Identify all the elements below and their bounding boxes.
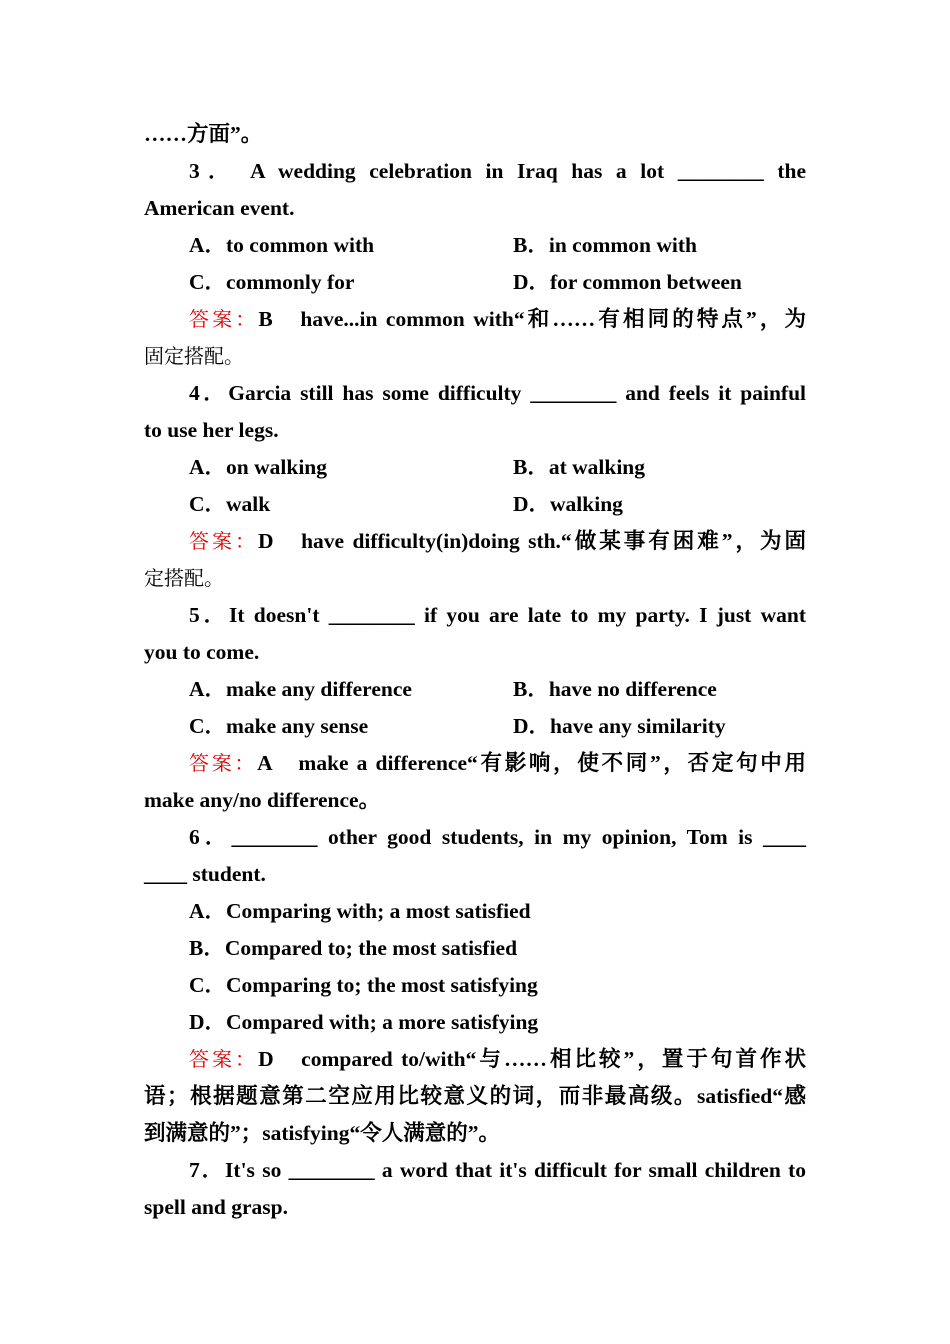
q3-answer-line1 [144,301,806,338]
q5-stem-line1: 5．It doesn't ________ if you are late to my party. I just want [189,603,806,627]
q4-option-b: B．at walking [513,455,646,479]
q5-answer-line1 [144,745,806,782]
q6-option-a: A．Comparing with; a most satisfied [189,899,531,923]
q4-option-a: A．on walking [189,455,327,479]
q6-answer-line3: 到满意的”；satisfying“令人满意的”。 [144,1121,500,1145]
q5-option-d: D．have any similarity [513,714,726,738]
q3-option-d: D．for common between [513,270,742,294]
q5-option-c: C．make any sense [189,714,369,738]
q5-answer-text: A make a difference“有影响，使不同”，否定句中用 [257,751,806,775]
page-content [144,116,806,1226]
q5-option-a: A．make any difference [189,677,412,701]
q4-option-d: D．walking [513,492,623,516]
q3-stem-line2: American event. [144,196,295,220]
q4-answer-text: D have difficulty(in)doing sth.“做某事有困难”，为固 [258,529,807,553]
q5-option-b: B．have no difference [513,677,717,701]
q5-answer-line2: make any/no difference。 [144,788,381,812]
q3-options-row2 [144,264,806,301]
q6-option-d: D．Compared with; a more satisfying [189,1010,539,1034]
q4-answer-line2: 定搭配。 [144,566,224,590]
previous-answer-fragment: ……方面”。 [144,122,263,146]
q3-answer-text: B have...in common with“和……有相同的特点”，为 [258,307,807,331]
q7-stem-line2: spell and grasp. [144,1195,288,1219]
q3-option-a: A．to common with [189,233,375,257]
answer-label: 答案： [189,751,258,775]
q6-stem-line1: 6．________ other good students, in my opinion, Tom is ____ [189,825,806,849]
answer-label: 答案： [189,1047,259,1071]
q6-option-b: B．Compared to; the most satisfied [189,936,518,960]
q3-options-row1 [144,227,806,264]
q7-stem-line1: 7．It's so ________ a word that it's difficult for small children to [189,1158,806,1182]
q6-answer-line2: 语；根据题意第二空应用比较意义的词，而非最高级。satisfied“感 [144,1084,806,1108]
q4-stem-line2: to use her legs. [144,418,279,442]
q5-options-row1 [144,671,806,708]
q6-answer-text: D compared to/with“与……相比较”，置于句首作状 [258,1047,807,1071]
q3-stem-line1: 3． A wedding celebration in Iraq has a lot ________ the [189,159,806,183]
q4-option-c: C．walk [189,492,271,516]
q3-option-c: C．commonly for [189,270,355,294]
q6-answer-line1 [144,1041,806,1078]
q4-stem-line1: 4．Garcia still has some difficulty ________ and feels it painful [189,381,806,405]
q4-options-row1 [144,449,806,486]
answer-label: 答案： [189,307,259,331]
q6-option-c: C．Comparing to; the most satisfying [189,973,538,997]
answer-label: 答案： [189,529,259,553]
q4-answer-line1 [144,523,806,560]
q3-option-b: B．in common with [513,233,697,257]
q5-options-row2 [144,708,806,745]
q4-options-row2 [144,486,806,523]
q5-stem-line2: you to come. [144,640,260,664]
q3-answer-line2: 固定搭配。 [144,344,244,368]
q6-stem-line2: ____ student. [144,862,266,886]
